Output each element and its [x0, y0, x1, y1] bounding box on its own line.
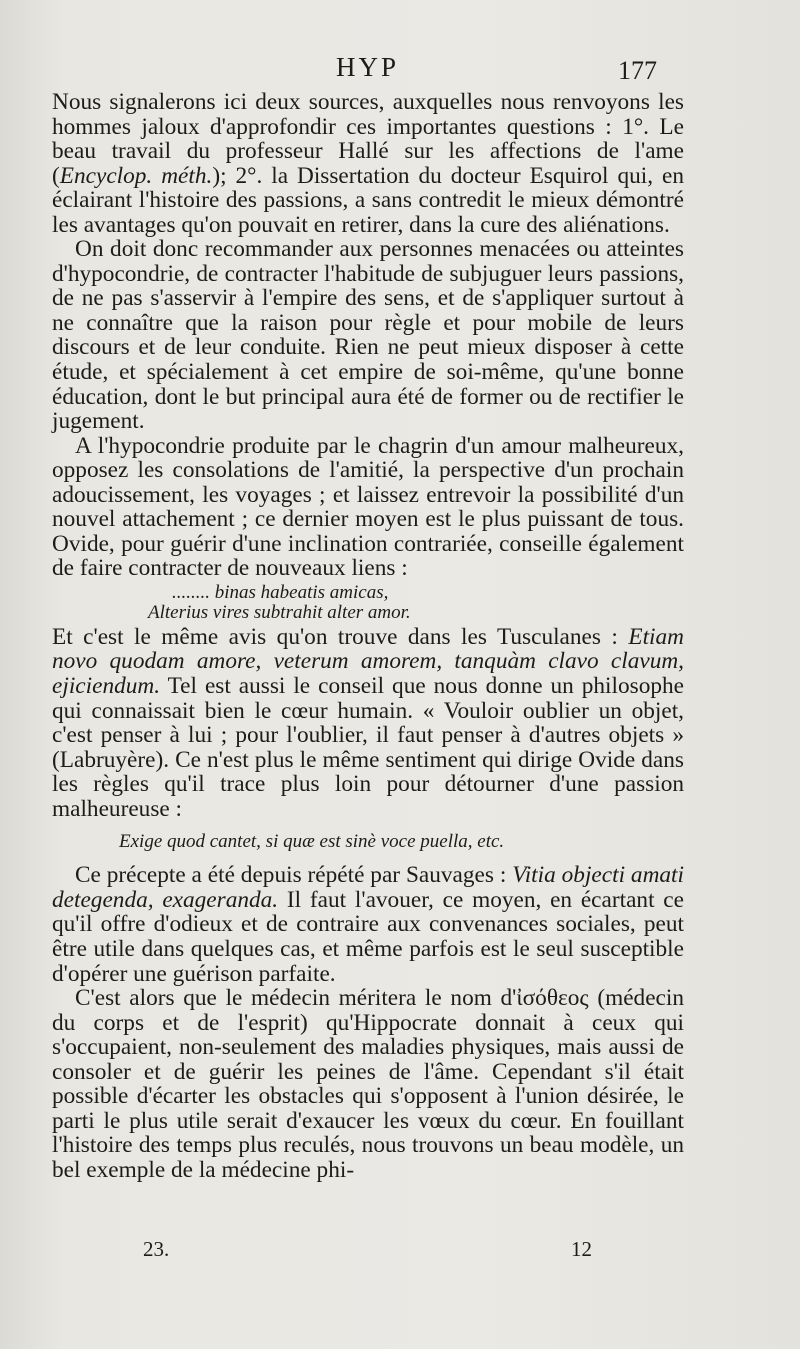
- verse-line-2: Alterius vires subtrahit alter amor.: [148, 601, 411, 623]
- page-number: 177: [618, 56, 657, 85]
- paragraph-6: C'est alors que le médecin méritera le nom d'ἰσόθεος (médecin du corps et de l'esprit) qu'Hippocrate donnait à ceux qui s'occupaient, non-seulement des maladies physiques, mais aussi de consoler et de guérir les peines de l'âme. Cependant s'il était possible d'écarter les obstacles qui s'opposent à l'union désirée, le parti le plus utile serait d'exaucer les vœux du cœur. En fouillant l'histoire des temps plus reculés, nous trouvons un beau modèle, un bel exemple de la médecine phi-: [52, 985, 684, 1183]
- page-header: [0, 52, 800, 86]
- quote-line: Exige quod cantet, si quæ est sinè voce puella, etc.: [119, 831, 505, 853]
- signature-mark: 23.: [143, 1237, 170, 1261]
- verse-line-1: ........ binas habeatis amicas,: [172, 581, 389, 603]
- paragraph-1: Nous signalerons ici deux sources, auxquelles nous renvoyons les hommes jaloux d'approfondir ces importantes questions : 1°. Le beau travail du professeur Hallé sur les affections de l'ame (Encyclop. méth.); 2°. la Dissertation du docteur Esquirol qui, en éclairant l'histoire des passions, a sans contredit le mieux démontré les avantages qu'on pouvait en retirer, dans la cure des aliénations.: [52, 89, 684, 238]
- paragraph-2: On doit donc recommander aux personnes menacées ou atteintes d'hypocondrie, de contracter l'habitude de subjuguer leurs passions, de ne pas s'asservir à l'empire des sens, et de s'appliquer surtout à ne connaître que la raison pour règle et pour mobile de leurs discours et de leur conduite. Rien ne peut mieux disposer à cette étude, et spécialement à cet empire de soi-même, qu'une bonne éducation, dont le but principal aura été de former ou de rectifier le jugement.: [52, 236, 684, 435]
- paragraph-5: Ce précepte a été depuis répété par Sauvages : Vitia objecti amati detegenda, exagerandа. Il faut l'avouer, ce moyen, en écartant ce qu'il offre d'odieux et de contraire aux convenances sociales, peut être utile dans quelques cas, et même parfois est le seul susceptible d'opérer une guérison parfaite.: [52, 862, 684, 987]
- sheet-number: 12: [571, 1237, 592, 1261]
- page-body: [52, 90, 684, 1182]
- paragraph-4: Et c'est le même avis qu'on trouve dans les Tusculanes : Etiam novo quodam amore, veterum amorem, tanquàm clavo clavum, ejiciendum. Tel est aussi le conseil que nous donne un philosophe qui connaissait bien le cœur humain. « Vouloir oublier un objet, c'est penser à lui ; pour l'oublier, il faut penser à d'autres objets » (Labruyère). Ce n'est plus le même sentiment qui dirige Ovide dans les règles qu'il trace plus loin pour détourner d'une passion malheureuse :: [52, 623, 684, 822]
- running-head: HYP: [336, 52, 400, 82]
- verse-citation: [52, 583, 684, 623]
- paragraph-3: A l'hypocondrie produite par le chagrin d'un amour malheureux, opposez les consolations de l'amitié, la perspective d'un prochain adoucissement, les voyages ; et laissez entrevoir la possibilité d'un nouvel attachement ; ce dernier moyen est le plus puissant de tous. Ovide, pour guérir d'une inclination contrariée, conseille également de faire contracter de nouveaux liens :: [52, 432, 684, 582]
